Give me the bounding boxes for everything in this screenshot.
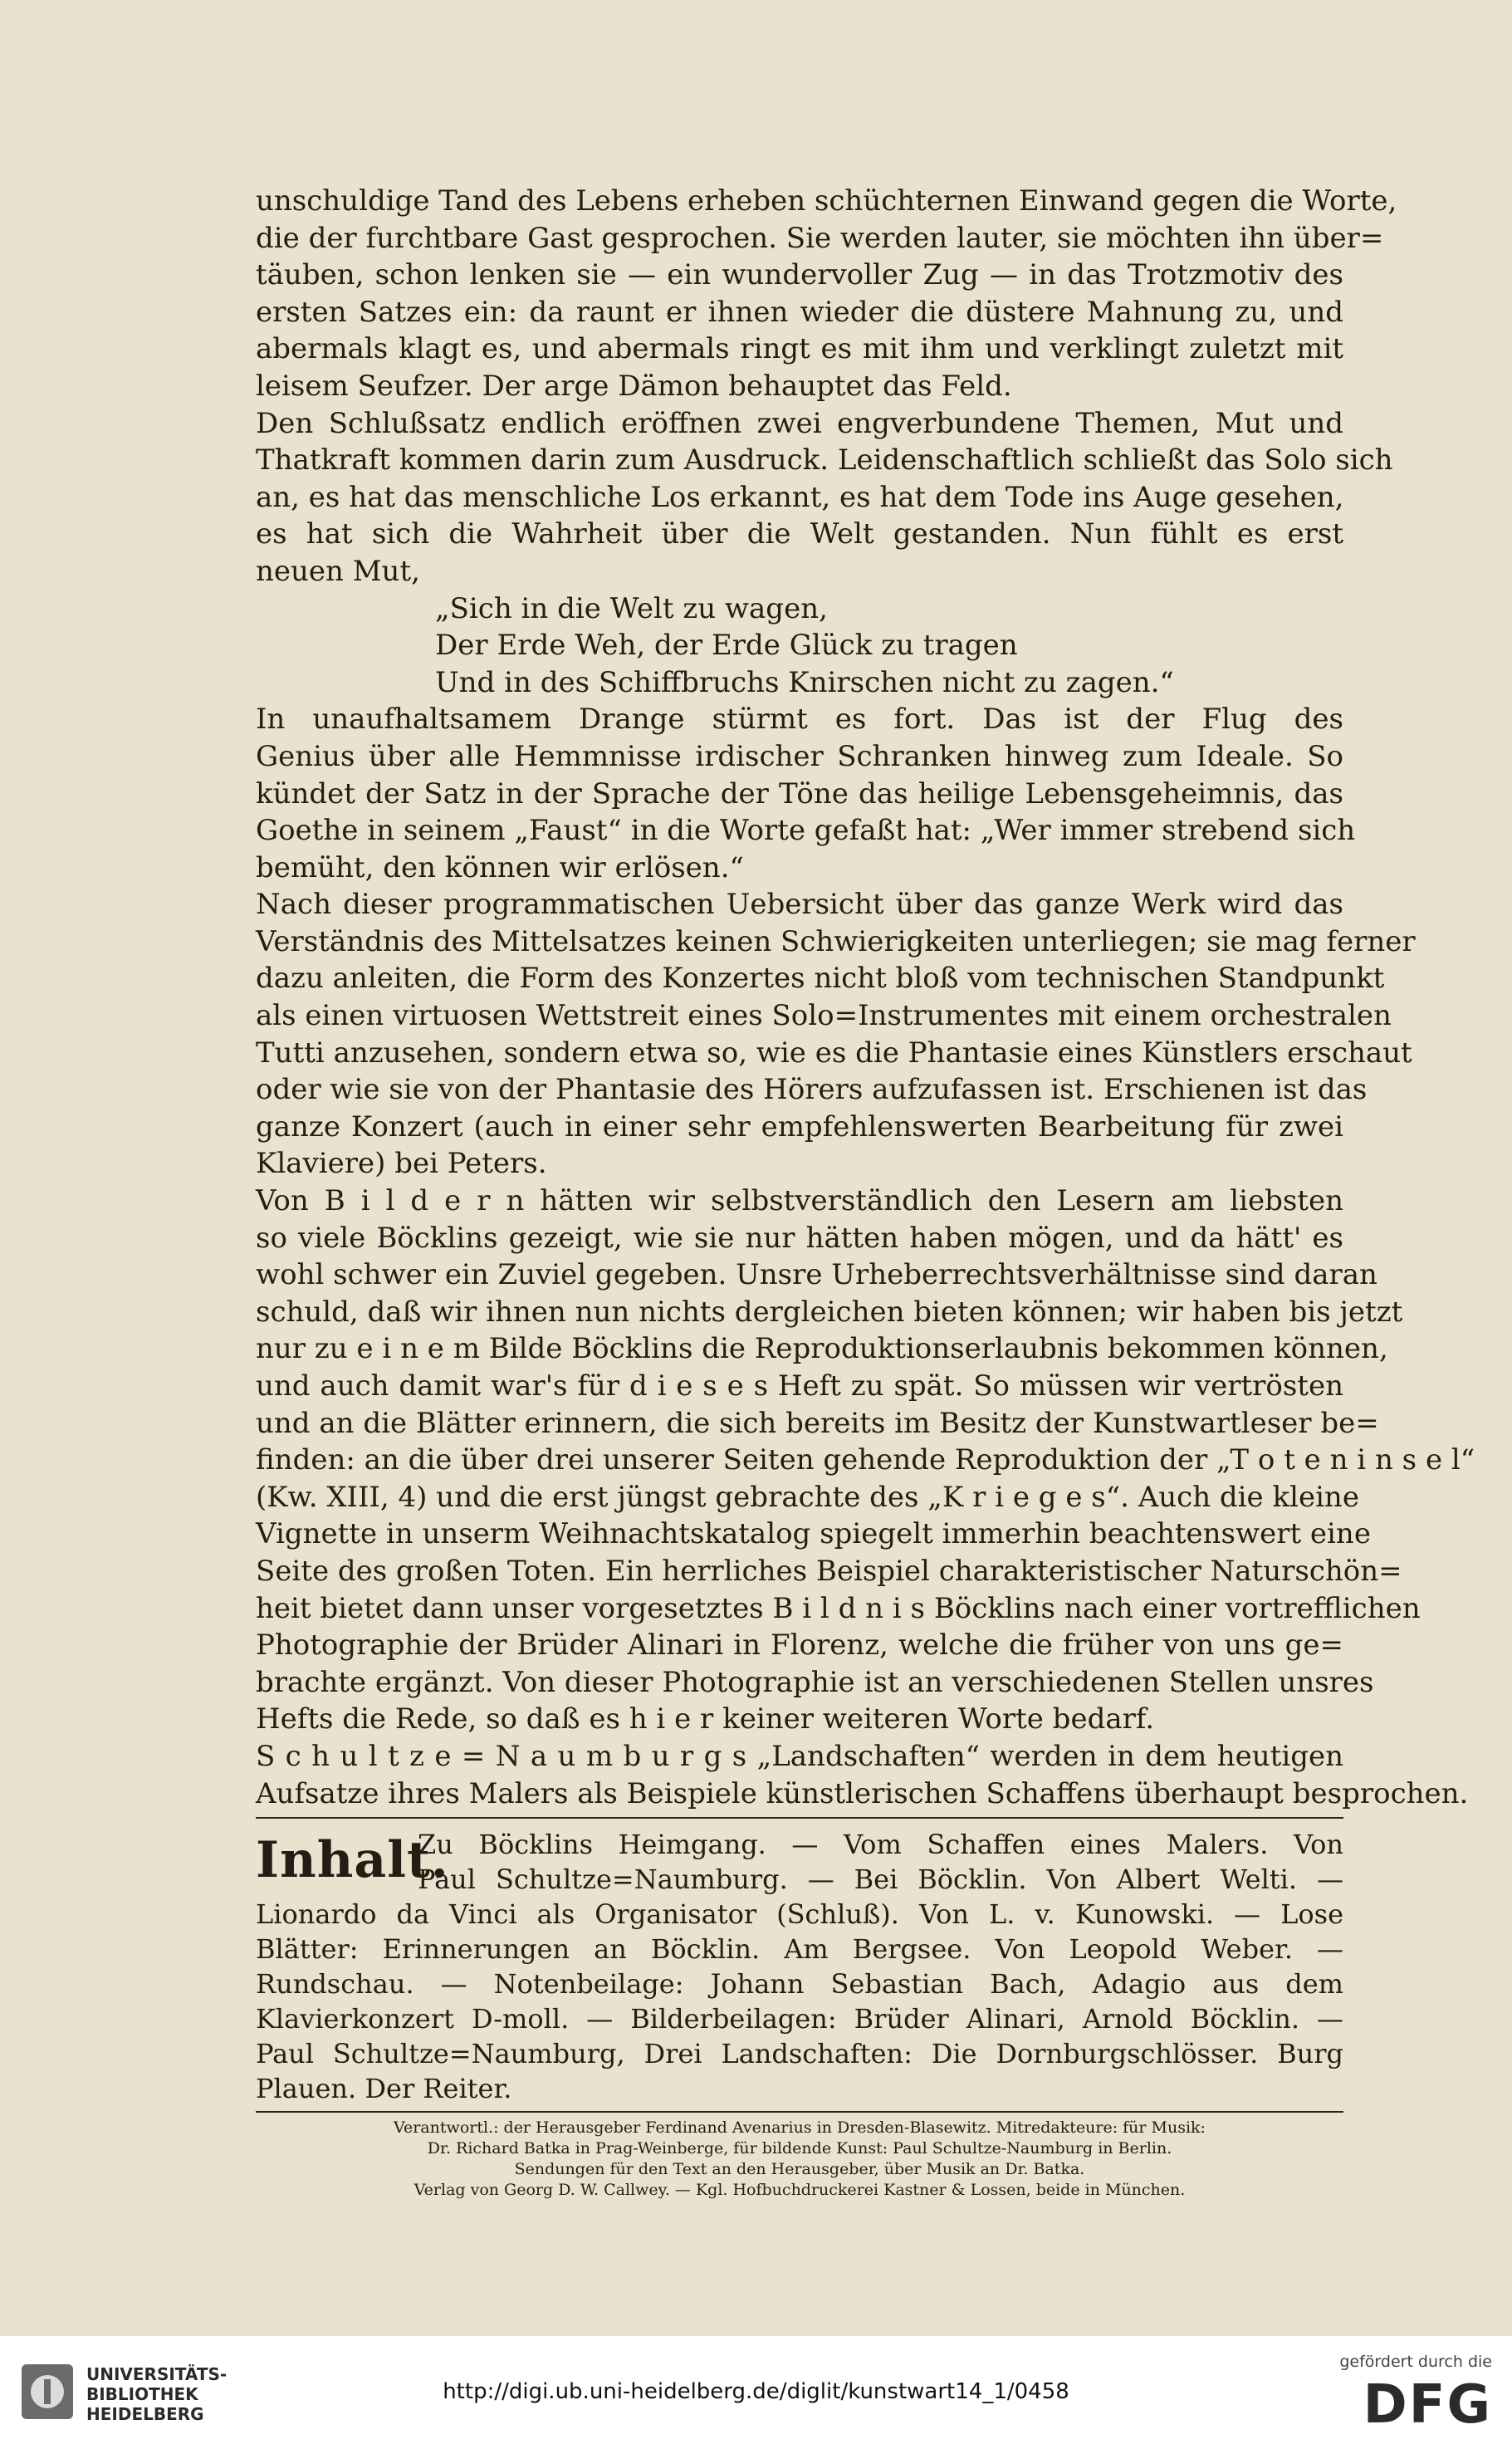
verse-line: Der Erde Weh, der Erde Glück zu tragen (435, 629, 1018, 663)
text-line: es hat sich die Wahrheit über die Welt gestanden. Nun fühlt es erst (256, 517, 1343, 551)
dfg-logo: DFG (1363, 2374, 1492, 2436)
text-line: Von B i l d e r n hätten wir selbstverständlich den Lesern am liebsten (256, 1184, 1343, 1218)
verse-line: Und in des Schiffbruchs Knirschen nicht zu zagen.“ (435, 665, 1174, 699)
divider (256, 1817, 1343, 1819)
contents-line: Zu Böcklins Heimgang. — Vom Schaffen eines Malers. Von (418, 1829, 1343, 1861)
permalink-url[interactable]: http://digi.ub.uni-heidelberg.de/diglit/kunstwart14_1/0458 (443, 2379, 1069, 2404)
text-line: nur zu e i n e m Bilde Böcklins die Reproduktionserlaubnis bekommen können, (256, 1332, 1388, 1366)
contents-heading: Inhalt. (256, 1831, 449, 1890)
page-footer (0, 2336, 1512, 2444)
text-line: oder wie sie von der Phantasie des Hörers aufzufassen ist. Erschienen ist das (256, 1073, 1368, 1107)
imprint (256, 2111, 1343, 2201)
text-line: Nach dieser programmatischen Uebersicht über das ganze Werk wird das (256, 888, 1343, 922)
text-line: und auch damit war's für d i e s e s Heft zu spät. So müssen wir vertrösten (256, 1369, 1343, 1403)
text-line: (Kw. XIII, 4) und die erst jüngst gebrachte des „K r i e g e s“. Auch die kleine (256, 1480, 1359, 1514)
text-line: Verständnis des Mittelsatzes keinen Schwierigkeiten unterliegen; sie mag ferner (256, 924, 1416, 958)
imprint-line: Verlag von Georg D. W. Callwey. — Kgl. Hofbuchdruckerei Kastner & Lossen, beide in München. (413, 2181, 1186, 2200)
text-line: Hefts die Rede, so daß es h i e r keiner weiteren Worte bedarf. (256, 1702, 1155, 1736)
text-line: ganze Konzert (auch in einer sehr empfehlenswerten Bearbeitung für zwei (256, 1109, 1343, 1144)
contents-line: Paul Schultze=Naumburg, Drei Landschaften: Die Dornburgschlösser. Burg (256, 2038, 1343, 2070)
verse-line: „Sich in die Welt zu wagen, (435, 591, 828, 625)
contents-line: Blätter: Erinnerungen an Böcklin. Am Bergsee. Von Leopold Weber. — (256, 1933, 1343, 1966)
imprint-line: Dr. Richard Batka in Prag-Weinberge, für bildende Kunst: Paul Schultze-Naumburg in Berlin. (427, 2139, 1172, 2158)
paragraph-block (256, 701, 1475, 1812)
text-line: Genius über alle Hemmnisse irdischer Schranken hinweg zum Ideale. So (256, 739, 1343, 773)
paragraph-block (256, 183, 1397, 590)
text-line: schuld, daß wir ihnen nun nichts dergleichen bieten können; wir haben bis jetzt (256, 1295, 1403, 1329)
text-line: Aufsatze ihres Malers als Beispiele künstlerischen Schaffens überhaupt besprochen. (256, 1776, 1469, 1810)
text-line: Tutti anzusehen, sondern etwa so, wie es die Phantasie eines Künstlers erschaut (256, 1036, 1412, 1070)
contents-line: Plauen. Der Reiter. (256, 2073, 512, 2105)
text-line: an, es hat das menschliche Los erkannt, es hat dem Tode ins Auge gesehen, (256, 480, 1344, 514)
text-line: abermals klagt es, und abermals ringt es mit ihm und verklingt zuletzt mit (256, 332, 1343, 366)
verse-quote (256, 590, 1343, 702)
text-line: In unaufhaltsamem Drange stürmt es fort. Das ist der Flug des (256, 703, 1343, 737)
text-line: als einen virtuosen Wettstreit eines Solo=Instrumentes mit einem orchestralen (256, 999, 1392, 1033)
contents-line: Lionardo da Vinci als Organisator (Schluß). Von L. v. Kunowski. — Lose (256, 1898, 1343, 1931)
text-line: Vignette in unserm Weihnachtskatalog spiegelt immerhin beachtenswert eine (256, 1517, 1371, 1551)
text-line: wohl schwer ein Zuviel gegeben. Unsre Urheberrechtsverhältnisse sind daran (256, 1258, 1377, 1292)
page-text (256, 183, 1475, 2201)
contents-line: Paul Schultze=Naumburg. — Bei Böcklin. Von Albert Welti. — (418, 1864, 1343, 1896)
contents-line: Klavierkonzert D-moll. — Bilderbeilagen: Brüder Alinari, Arnold Böcklin. — (256, 2003, 1343, 2035)
library-name: UNIVERSITÄTS- BIBLIOTHEK HEIDELBERG (86, 2364, 228, 2424)
text-line: Photographie der Brüder Alinari in Florenz, welche die früher von uns ge= (256, 1629, 1343, 1663)
text-line: brachte ergänzt. Von dieser Photographie ist an verschiedenen Stellen unsres (256, 1665, 1374, 1699)
text-line: dazu anleiten, die Form des Konzertes nicht bloß vom technischen Standpunkt (256, 962, 1385, 996)
text-line: bemüht, den können wir erlösen.“ (256, 850, 744, 884)
text-line: heit bietet dann unser vorgesetztes B i l d n i s Böcklins nach einer vortrefflichen (256, 1591, 1421, 1625)
text-line: Goethe in seinem „Faust“ in die Worte gefaßt hat: „Wer immer strebend sich (256, 814, 1356, 848)
text-line: Thatkraft kommen darin zum Ausdruck. Leidenschaftlich schließt das Solo sich (256, 443, 1393, 478)
imprint-line: Sendungen für den Text an den Herausgeber, über Musik an Dr. Batka. (514, 2160, 1085, 2179)
text-line: Seite des großen Toten. Ein herrliches Beispiel charakteristischer Naturschön= (256, 1554, 1402, 1588)
text-line: ersten Satzes ein: da raunt er ihnen wieder die düstere Mahnung zu, und (256, 295, 1343, 329)
contents-line: Rundschau. — Notenbeilage: Johann Sebastian Bach, Adagio aus dem (256, 1968, 1343, 2001)
text-line: Den Schlußsatz endlich eröffnen zwei engverbundene Themen, Mut und (256, 406, 1343, 440)
text-line: leisem Seufzer. Der arge Dämon behauptet das Feld. (256, 369, 1012, 403)
text-line: die der furchtbare Gast gesprochen. Sie werden lauter, sie möchten ihn über= (256, 221, 1384, 255)
text-line: finden: an die über drei unserer Seiten gehende Reproduktion der „T o t e n i n s e l“ (256, 1443, 1475, 1477)
text-line: unschuldige Tand des Lebens erheben schüchternen Einwand gegen die Worte, (256, 184, 1397, 218)
text-line: S c h u l t z e = N a u m b u r g s „Landschaften“ werden in dem heutigen (256, 1739, 1343, 1773)
table-of-contents (256, 1827, 1343, 2106)
funding-note: gefördert durch die (1339, 2353, 1492, 2371)
text-line: neuen Mut, (256, 554, 420, 588)
text-line: und an die Blätter erinnern, die sich bereits im Besitz der Kunstwartleser be= (256, 1406, 1379, 1440)
text-line: kündet der Satz in der Sprache der Töne das heilige Lebensgeheimnis, das (256, 776, 1343, 811)
imprint-line: Verantwortl.: der Herausgeber Ferdinand Avenarius in Dresden-Blasewitz. Mitredakteure: für Musik: (394, 2118, 1206, 2138)
text-line: täuben, schon lenken sie — ein wundervoller Zug — in das Trotzmotiv des (256, 258, 1343, 292)
text-line: so viele Böcklins gezeigt, wie sie nur hätten haben mögen, und da hätt' es (256, 1221, 1343, 1255)
text-line: Klaviere) bei Peters. (256, 1147, 547, 1181)
